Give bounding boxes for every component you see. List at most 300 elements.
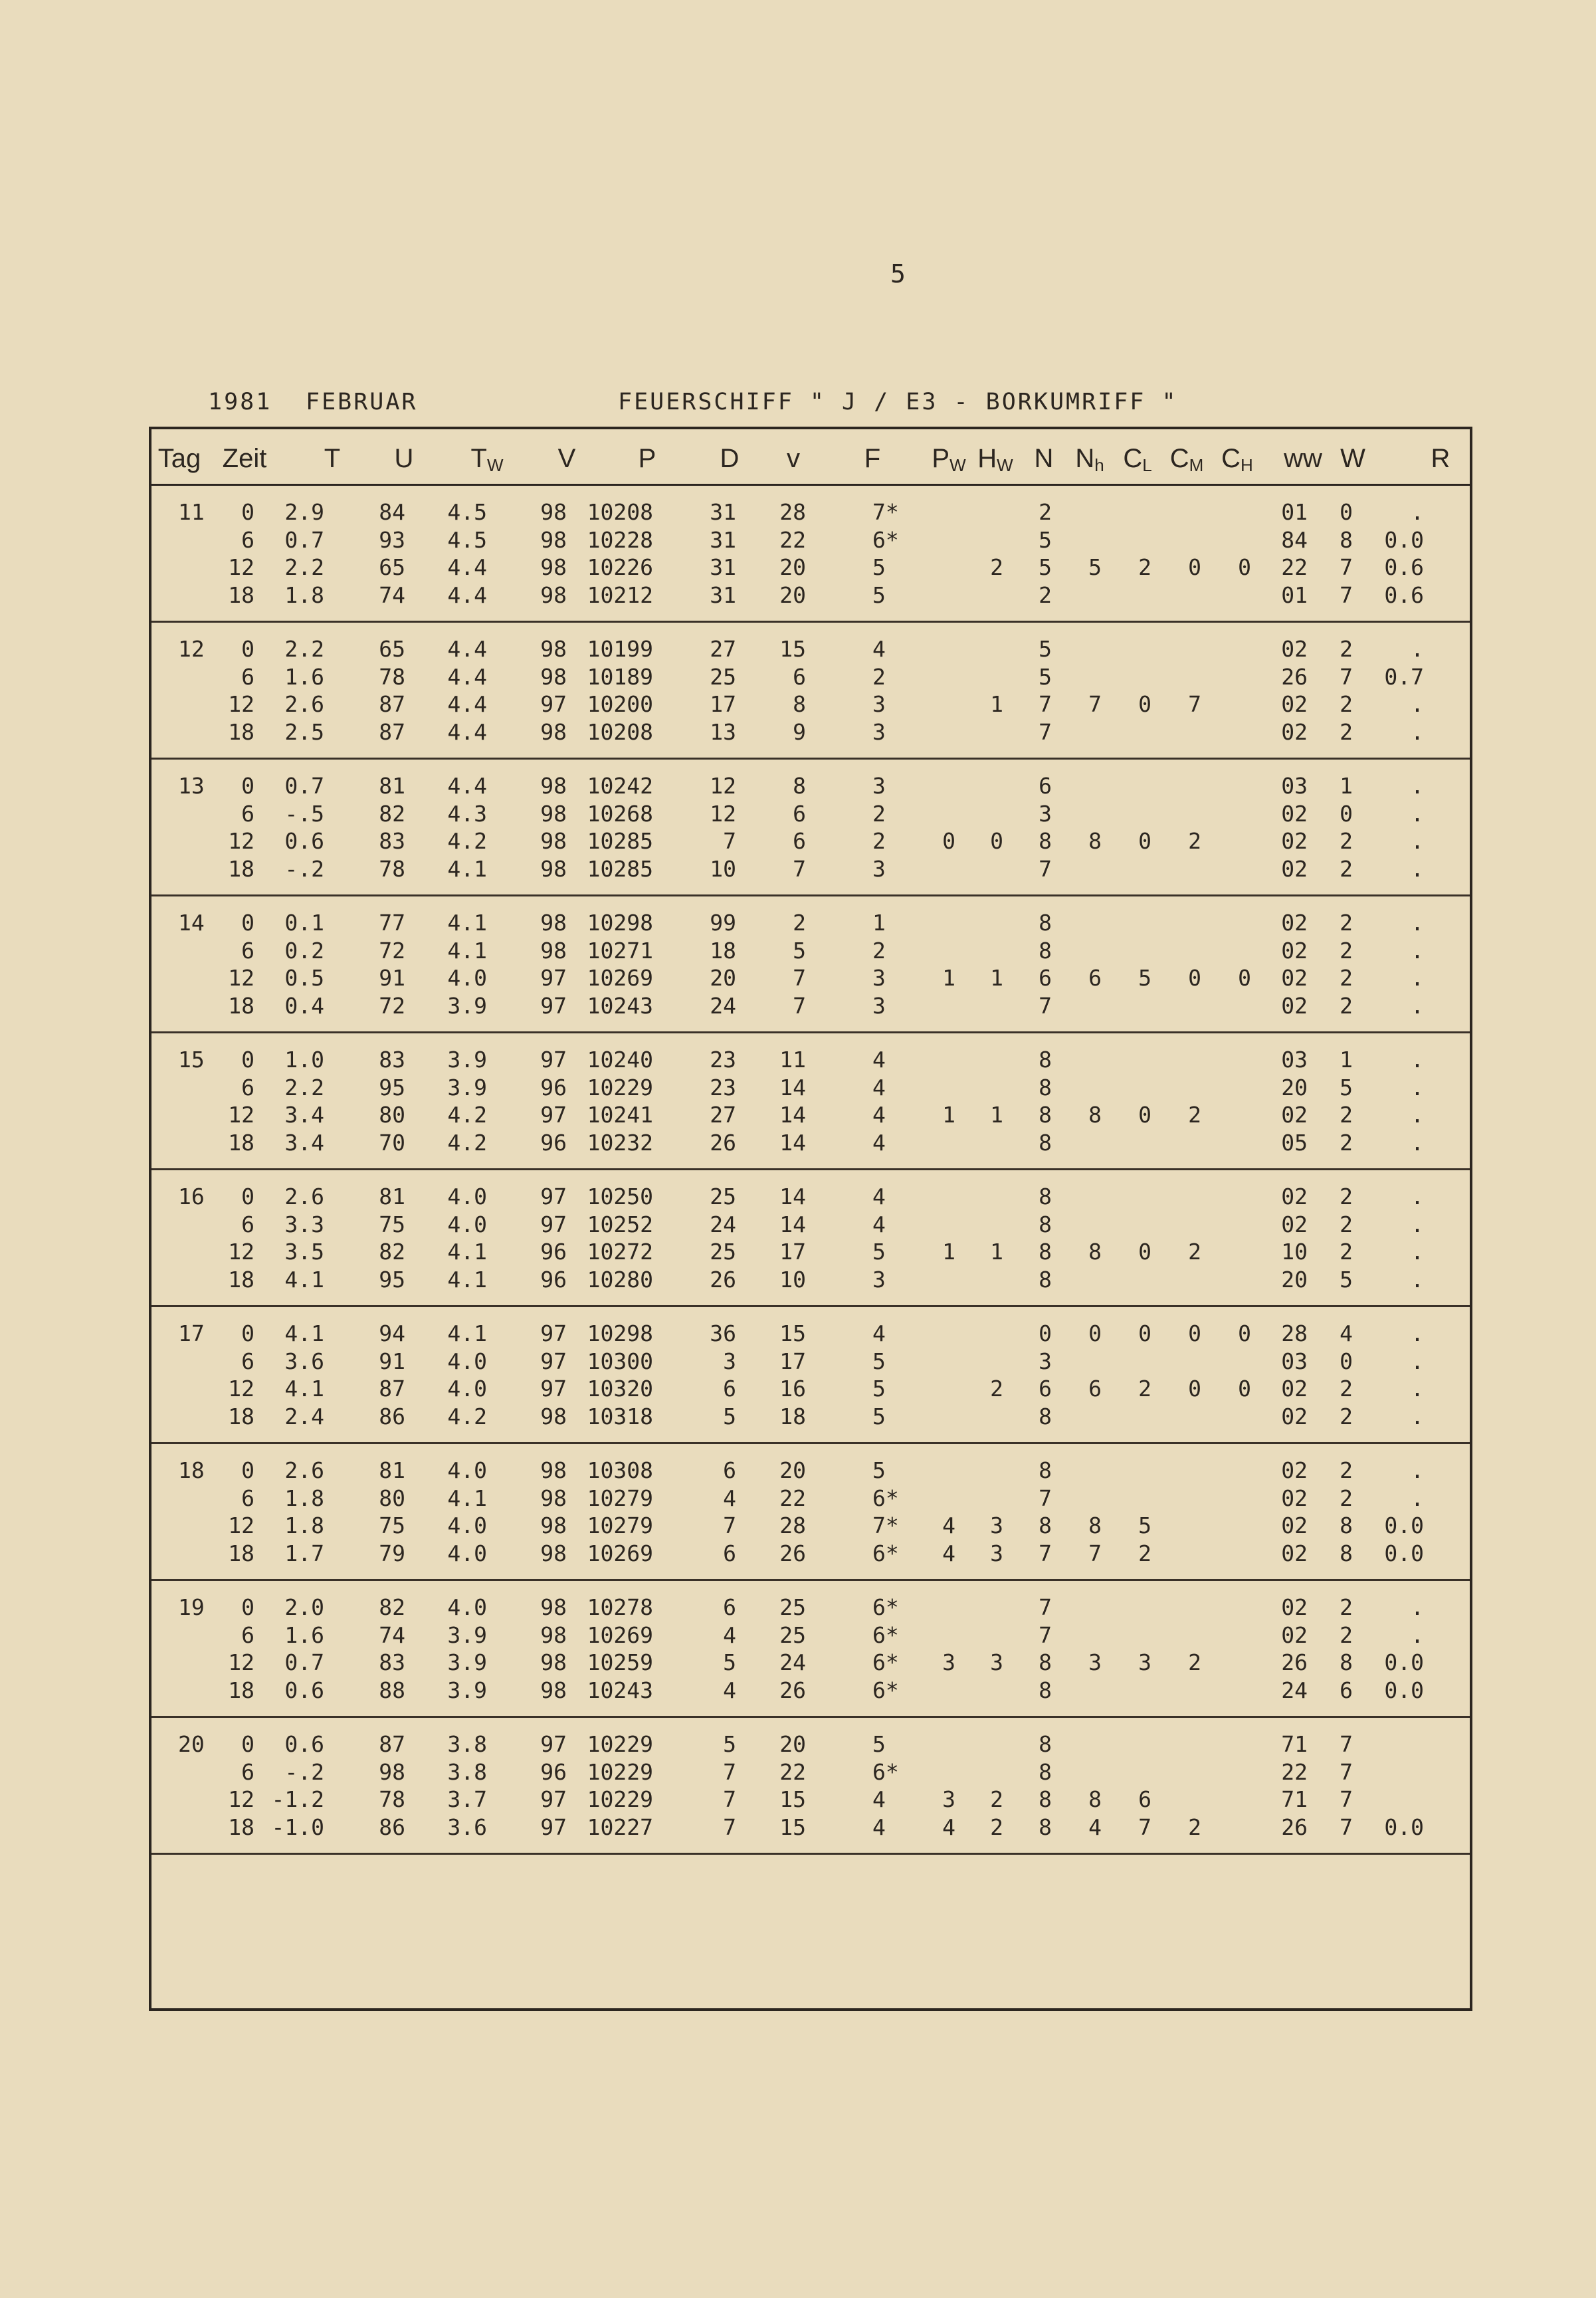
cell-d: 7 <box>723 828 736 854</box>
cell-t: 1.8 <box>284 1485 324 1511</box>
cell-p: 10242 <box>587 773 653 799</box>
cell-w: 2 <box>1340 828 1353 854</box>
cell-w: 4 <box>1340 1320 1353 1346</box>
cell-p: 10232 <box>587 1129 653 1156</box>
cell-p: 10250 <box>587 1184 653 1209</box>
cell-w: 0 <box>1340 499 1353 525</box>
column-header-label: N <box>1034 444 1054 473</box>
cell-vv: 26 <box>779 1677 806 1703</box>
cell-ww: 02 <box>1281 1513 1308 1538</box>
cell-cl: 0 <box>1138 691 1151 717</box>
cell-w: 0 <box>1340 1348 1353 1374</box>
cell-d: 25 <box>710 1184 736 1209</box>
cell-f: 6* <box>872 1621 899 1648</box>
cell-f: 1 <box>872 910 886 936</box>
cell-u: 88 <box>379 1677 405 1703</box>
cell-t: 0.7 <box>284 526 324 553</box>
cell-f: 5 <box>872 1348 886 1374</box>
cell-u: 79 <box>379 1540 405 1566</box>
cell-zeit: 18 <box>228 1677 254 1703</box>
cell-p: 10269 <box>587 965 653 991</box>
cell-tw: 4.0 <box>447 1594 487 1620</box>
cell-r: 0.6 <box>1384 581 1424 608</box>
cell-zeit: 6 <box>241 1074 254 1100</box>
column-header-label: v <box>787 444 800 473</box>
day-group-16 <box>151 1168 1470 1307</box>
cell-vv: 20 <box>779 1457 806 1483</box>
cell-v: 97 <box>540 1320 567 1346</box>
cell-cl: 5 <box>1138 1513 1151 1538</box>
table-row <box>151 663 1470 691</box>
cell-d: 6 <box>723 1594 736 1620</box>
cell-d: 5 <box>723 1731 736 1757</box>
table-row <box>151 1512 1470 1540</box>
cell-ww: 71 <box>1281 1786 1308 1812</box>
column-header-label: T <box>324 444 341 473</box>
cell-n: 8 <box>1039 1074 1052 1100</box>
cell-nh: 7 <box>1088 691 1102 717</box>
cell-zeit: 18 <box>228 718 254 745</box>
cell-u: 78 <box>379 663 405 690</box>
cell-f: 6* <box>872 1540 899 1566</box>
cell-zeit: 6 <box>241 663 254 690</box>
table-row <box>151 1074 1470 1102</box>
header-station: FEUERSCHIFF " J / E3 - BORKUMRIFF " <box>618 389 1178 415</box>
cell-vv: 20 <box>779 581 806 608</box>
cell-r: . <box>1411 992 1424 1019</box>
cell-n: 7 <box>1039 1621 1052 1648</box>
cell-ww: 71 <box>1281 1731 1308 1757</box>
cell-ww: 01 <box>1281 499 1308 525</box>
cell-p: 10285 <box>587 828 653 854</box>
cell-hw: 2 <box>990 1814 1003 1840</box>
cell-tag: 20 <box>178 1731 205 1757</box>
cell-v: 98 <box>540 1485 567 1511</box>
cell-f: 4 <box>872 1320 886 1346</box>
cell-n: 8 <box>1039 1731 1052 1757</box>
cell-d: 31 <box>710 581 736 608</box>
column-header-subscript: W <box>486 455 504 475</box>
cell-n: 8 <box>1039 1211 1052 1237</box>
table-row <box>151 1403 1470 1431</box>
cell-d: 31 <box>710 554 736 580</box>
cell-f: 4 <box>872 1129 886 1156</box>
cell-u: 82 <box>379 800 405 827</box>
cell-ww: 02 <box>1281 691 1308 717</box>
cell-p: 10298 <box>587 910 653 936</box>
cell-w: 2 <box>1340 691 1353 717</box>
cell-w: 7 <box>1340 663 1353 690</box>
cell-w: 2 <box>1340 1621 1353 1648</box>
cell-p: 10278 <box>587 1594 653 1620</box>
cell-r: . <box>1411 691 1424 717</box>
cell-tag: 18 <box>178 1457 205 1483</box>
cell-d: 24 <box>710 1211 736 1237</box>
cell-n: 8 <box>1039 937 1052 964</box>
cell-w: 8 <box>1340 526 1353 553</box>
cell-vv: 14 <box>779 1211 806 1237</box>
cell-tw: 4.2 <box>447 1102 487 1128</box>
cell-f: 7* <box>872 499 899 525</box>
cell-f: 2 <box>872 828 886 854</box>
cell-tw: 3.9 <box>447 1074 487 1100</box>
cell-u: 91 <box>379 965 405 991</box>
cell-tw: 4.4 <box>447 663 487 690</box>
cell-vv: 15 <box>779 1786 806 1812</box>
cell-u: 65 <box>379 636 405 662</box>
cell-w: 2 <box>1340 718 1353 745</box>
cell-vv: 6 <box>793 663 806 690</box>
cell-n: 8 <box>1039 910 1052 936</box>
cell-tw: 4.0 <box>447 1513 487 1538</box>
cell-u: 78 <box>379 855 405 882</box>
cell-r: 0.0 <box>1384 1677 1424 1703</box>
cell-tag: 19 <box>178 1594 205 1620</box>
cell-tw: 3.9 <box>447 1649 487 1675</box>
cell-n: 6 <box>1039 773 1052 799</box>
cell-vv: 6 <box>793 800 806 827</box>
cell-cl: 6 <box>1138 1786 1151 1812</box>
cell-p: 10308 <box>587 1457 653 1483</box>
cell-t: 3.3 <box>284 1211 324 1237</box>
cell-n: 8 <box>1039 1239 1052 1265</box>
column-header-label: C <box>1123 444 1143 473</box>
cell-v: 97 <box>540 1184 567 1209</box>
cell-w: 7 <box>1340 581 1353 608</box>
table-row <box>151 1101 1470 1129</box>
cell-r: . <box>1411 828 1424 854</box>
cell-v: 98 <box>540 1513 567 1538</box>
cell-nh: 8 <box>1088 1102 1102 1128</box>
cell-cl: 2 <box>1138 1376 1151 1402</box>
cell-f: 5 <box>872 1239 886 1265</box>
cell-r: . <box>1411 855 1424 882</box>
cell-p: 10243 <box>587 1677 653 1703</box>
cell-v: 97 <box>540 1102 567 1128</box>
cell-p: 10189 <box>587 663 653 690</box>
cell-d: 36 <box>710 1320 736 1346</box>
cell-f: 5 <box>872 554 886 580</box>
cell-ww: 02 <box>1281 1376 1308 1402</box>
cell-v: 98 <box>540 773 567 799</box>
cell-n: 5 <box>1039 636 1052 662</box>
cell-hw: 3 <box>990 1540 1003 1566</box>
cell-nh: 3 <box>1088 1649 1102 1675</box>
cell-d: 5 <box>723 1403 736 1429</box>
cell-n: 5 <box>1039 526 1052 553</box>
cell-f: 6* <box>872 1485 899 1511</box>
cell-zeit: 0 <box>241 910 254 936</box>
cell-d: 10 <box>710 855 736 882</box>
cell-vv: 11 <box>779 1047 806 1073</box>
day-group-13 <box>151 758 1470 896</box>
cell-d: 31 <box>710 526 736 553</box>
cell-n: 7 <box>1039 1485 1052 1511</box>
cell-r: . <box>1411 773 1424 799</box>
column-header-subscript: W <box>997 455 1013 475</box>
cell-n: 2 <box>1039 581 1052 608</box>
cell-u: 87 <box>379 1376 405 1402</box>
cell-w: 7 <box>1340 1786 1353 1812</box>
cell-pw: 4 <box>942 1814 955 1840</box>
table-row <box>151 1758 1470 1786</box>
cell-v: 96 <box>540 1129 567 1156</box>
cell-t: 2.2 <box>284 1074 324 1100</box>
cell-d: 6 <box>723 1376 736 1402</box>
cell-vv: 28 <box>779 1513 806 1538</box>
cell-u: 80 <box>379 1102 405 1128</box>
cell-tag: 17 <box>178 1320 205 1346</box>
cell-d: 4 <box>723 1677 736 1703</box>
cell-tw: 4.0 <box>447 1211 487 1237</box>
cell-tw: 4.0 <box>447 1348 487 1374</box>
cell-r: . <box>1411 1376 1424 1402</box>
cell-ww: 03 <box>1281 1047 1308 1073</box>
cell-ww: 02 <box>1281 1485 1308 1511</box>
cell-t: 2.0 <box>284 1594 324 1620</box>
cell-nh: 0 <box>1088 1320 1102 1346</box>
cell-r: 0.7 <box>1384 663 1424 690</box>
table-row <box>151 964 1470 992</box>
cell-p: 10229 <box>587 1786 653 1812</box>
cell-tw: 4.4 <box>447 636 487 662</box>
cell-zeit: 18 <box>228 581 254 608</box>
column-header-label: V <box>557 444 576 473</box>
cell-zeit: 12 <box>228 691 254 717</box>
cell-hw: 3 <box>990 1513 1003 1538</box>
cell-u: 80 <box>379 1485 405 1511</box>
cell-nh: 6 <box>1088 965 1102 991</box>
column-header-label: W <box>1340 444 1365 473</box>
cell-cm: 0 <box>1188 554 1201 580</box>
cell-cl: 2 <box>1138 554 1151 580</box>
cell-nh: 8 <box>1088 1239 1102 1265</box>
cell-v: 97 <box>540 1348 567 1374</box>
cell-d: 6 <box>723 1457 736 1483</box>
cell-u: 81 <box>379 773 405 799</box>
cell-d: 17 <box>710 691 736 717</box>
cell-n: 8 <box>1039 1513 1052 1538</box>
cell-u: 83 <box>379 1047 405 1073</box>
cell-n: 7 <box>1039 1540 1052 1566</box>
day-group-12 <box>151 621 1470 760</box>
cell-zeit: 18 <box>228 1814 254 1840</box>
cell-r: . <box>1411 1457 1424 1483</box>
day-group-18 <box>151 1442 1470 1581</box>
cell-ww: 22 <box>1281 554 1308 580</box>
cell-tw: 4.4 <box>447 581 487 608</box>
cell-nh: 5 <box>1088 554 1102 580</box>
day-group-17 <box>151 1305 1470 1444</box>
cell-f: 6* <box>872 1649 899 1675</box>
cell-n: 8 <box>1039 1129 1052 1156</box>
cell-n: 3 <box>1039 1348 1052 1374</box>
cell-cm: 2 <box>1188 1239 1201 1265</box>
cell-f: 5 <box>872 1731 886 1757</box>
cell-hw: 1 <box>990 691 1003 717</box>
cell-nh: 7 <box>1088 1540 1102 1566</box>
cell-t: 0.5 <box>284 965 324 991</box>
cell-tw: 3.7 <box>447 1786 487 1812</box>
cell-vv: 24 <box>779 1649 806 1675</box>
column-header-label: R <box>1431 444 1450 473</box>
cell-vv: 28 <box>779 499 806 525</box>
cell-zeit: 18 <box>228 1403 254 1429</box>
cell-p: 10279 <box>587 1485 653 1511</box>
day-group-19 <box>151 1579 1470 1718</box>
cell-n: 8 <box>1039 1677 1052 1703</box>
cell-zeit: 6 <box>241 526 254 553</box>
page-number: 5 <box>890 259 906 288</box>
cell-tw: 4.0 <box>447 1376 487 1402</box>
cell-p: 10320 <box>587 1376 653 1402</box>
cell-f: 4 <box>872 636 886 662</box>
cell-vv: 15 <box>779 1814 806 1840</box>
cell-u: 98 <box>379 1758 405 1785</box>
cell-nh: 4 <box>1088 1814 1102 1840</box>
cell-vv: 16 <box>779 1376 806 1402</box>
cell-v: 98 <box>540 1457 567 1483</box>
cell-t: 0.6 <box>284 828 324 854</box>
cell-r: . <box>1411 1129 1424 1156</box>
cell-ch: 0 <box>1238 1320 1251 1346</box>
cell-p: 10280 <box>587 1266 653 1293</box>
cell-d: 12 <box>710 800 736 827</box>
cell-w: 2 <box>1340 1594 1353 1620</box>
cell-p: 10226 <box>587 554 653 580</box>
cell-tw: 4.5 <box>447 499 487 525</box>
cell-v: 96 <box>540 1758 567 1785</box>
cell-zeit: 0 <box>241 1320 254 1346</box>
cell-p: 10279 <box>587 1513 653 1538</box>
column-header-label: N <box>1075 444 1095 473</box>
cell-r: . <box>1411 800 1424 827</box>
cell-n: 8 <box>1039 1649 1052 1675</box>
cell-d: 7 <box>723 1513 736 1538</box>
cell-v: 97 <box>540 1047 567 1073</box>
cell-u: 78 <box>379 1786 405 1812</box>
column-header-subscript: W <box>949 455 966 475</box>
cell-cm: 2 <box>1188 1102 1201 1128</box>
cell-cm: 0 <box>1188 965 1201 991</box>
table-row <box>151 1457 1470 1485</box>
cell-ch: 0 <box>1238 554 1251 580</box>
cell-tag: 12 <box>178 636 205 662</box>
cell-u: 91 <box>379 1348 405 1374</box>
cell-w: 7 <box>1340 1731 1353 1757</box>
cell-d: 27 <box>710 1102 736 1128</box>
cell-ww: 02 <box>1281 1211 1308 1237</box>
cell-cl: 0 <box>1138 1102 1151 1128</box>
cell-w: 5 <box>1340 1074 1353 1100</box>
cell-r: . <box>1411 1239 1424 1265</box>
cell-p: 10285 <box>587 855 653 882</box>
cell-f: 2 <box>872 800 886 827</box>
cell-t: 4.1 <box>284 1320 324 1346</box>
cell-vv: 14 <box>779 1184 806 1209</box>
cell-tw: 4.1 <box>447 1266 487 1293</box>
cell-vv: 14 <box>779 1074 806 1100</box>
cell-r: . <box>1411 965 1424 991</box>
cell-cm: 0 <box>1188 1320 1201 1346</box>
cell-r: 0.0 <box>1384 526 1424 553</box>
cell-v: 98 <box>540 554 567 580</box>
cell-pw: 1 <box>942 965 955 991</box>
cell-v: 98 <box>540 1621 567 1648</box>
table-row <box>151 498 1470 526</box>
cell-p: 10269 <box>587 1540 653 1566</box>
cell-u: 87 <box>379 1731 405 1757</box>
cell-w: 1 <box>1340 1047 1353 1073</box>
table-row <box>151 800 1470 828</box>
cell-t: 4.1 <box>284 1376 324 1402</box>
cell-vv: 14 <box>779 1102 806 1128</box>
cell-v: 98 <box>540 855 567 882</box>
cell-zeit: 12 <box>228 1786 254 1812</box>
cell-zeit: 12 <box>228 1239 254 1265</box>
cell-hw: 1 <box>990 965 1003 991</box>
cell-w: 7 <box>1340 554 1353 580</box>
cell-w: 2 <box>1340 1102 1353 1128</box>
cell-zeit: 18 <box>228 992 254 1019</box>
cell-n: 3 <box>1039 800 1052 827</box>
day-group-14 <box>151 894 1470 1033</box>
cell-p: 10243 <box>587 992 653 1019</box>
cell-tag: 13 <box>178 773 205 799</box>
cell-ww: 02 <box>1281 992 1308 1019</box>
cell-ww: 02 <box>1281 965 1308 991</box>
cell-ww: 02 <box>1281 1184 1308 1209</box>
cell-u: 77 <box>379 910 405 936</box>
cell-tw: 4.4 <box>447 691 487 717</box>
cell-p: 10229 <box>587 1074 653 1100</box>
cell-pw: 3 <box>942 1786 955 1812</box>
column-header-label: T <box>470 444 487 473</box>
cell-w: 8 <box>1340 1540 1353 1566</box>
cell-pw: 0 <box>942 828 955 854</box>
cell-f: 5 <box>872 1457 886 1483</box>
cell-r: 0.0 <box>1384 1540 1424 1566</box>
column-header-p <box>607 444 687 474</box>
cell-cm: 0 <box>1188 1376 1201 1402</box>
cell-nh: 8 <box>1088 1513 1102 1538</box>
table-row <box>151 1540 1470 1568</box>
table-row <box>151 1348 1470 1376</box>
table-row <box>151 992 1470 1020</box>
cell-t: 1.8 <box>284 581 324 608</box>
cell-w: 2 <box>1340 1485 1353 1511</box>
cell-d: 25 <box>710 1239 736 1265</box>
cell-f: 3 <box>872 992 886 1019</box>
cell-tag: 15 <box>178 1047 205 1073</box>
table-row <box>151 1677 1470 1705</box>
cell-zeit: 0 <box>241 1047 254 1073</box>
cell-r: . <box>1411 1621 1424 1648</box>
cell-p: 10199 <box>587 636 653 662</box>
cell-p: 10208 <box>587 718 653 745</box>
cell-vv: 14 <box>779 1129 806 1156</box>
table-row <box>151 1046 1470 1074</box>
cell-vv: 8 <box>793 691 806 717</box>
cell-tw: 4.4 <box>447 718 487 745</box>
cell-tw: 4.4 <box>447 773 487 799</box>
cell-ww: 20 <box>1281 1074 1308 1100</box>
cell-vv: 26 <box>779 1540 806 1566</box>
cell-d: 20 <box>710 965 736 991</box>
cell-ww: 24 <box>1281 1677 1308 1703</box>
cell-zeit: 0 <box>241 1184 254 1209</box>
cell-t: -1.0 <box>271 1814 324 1840</box>
